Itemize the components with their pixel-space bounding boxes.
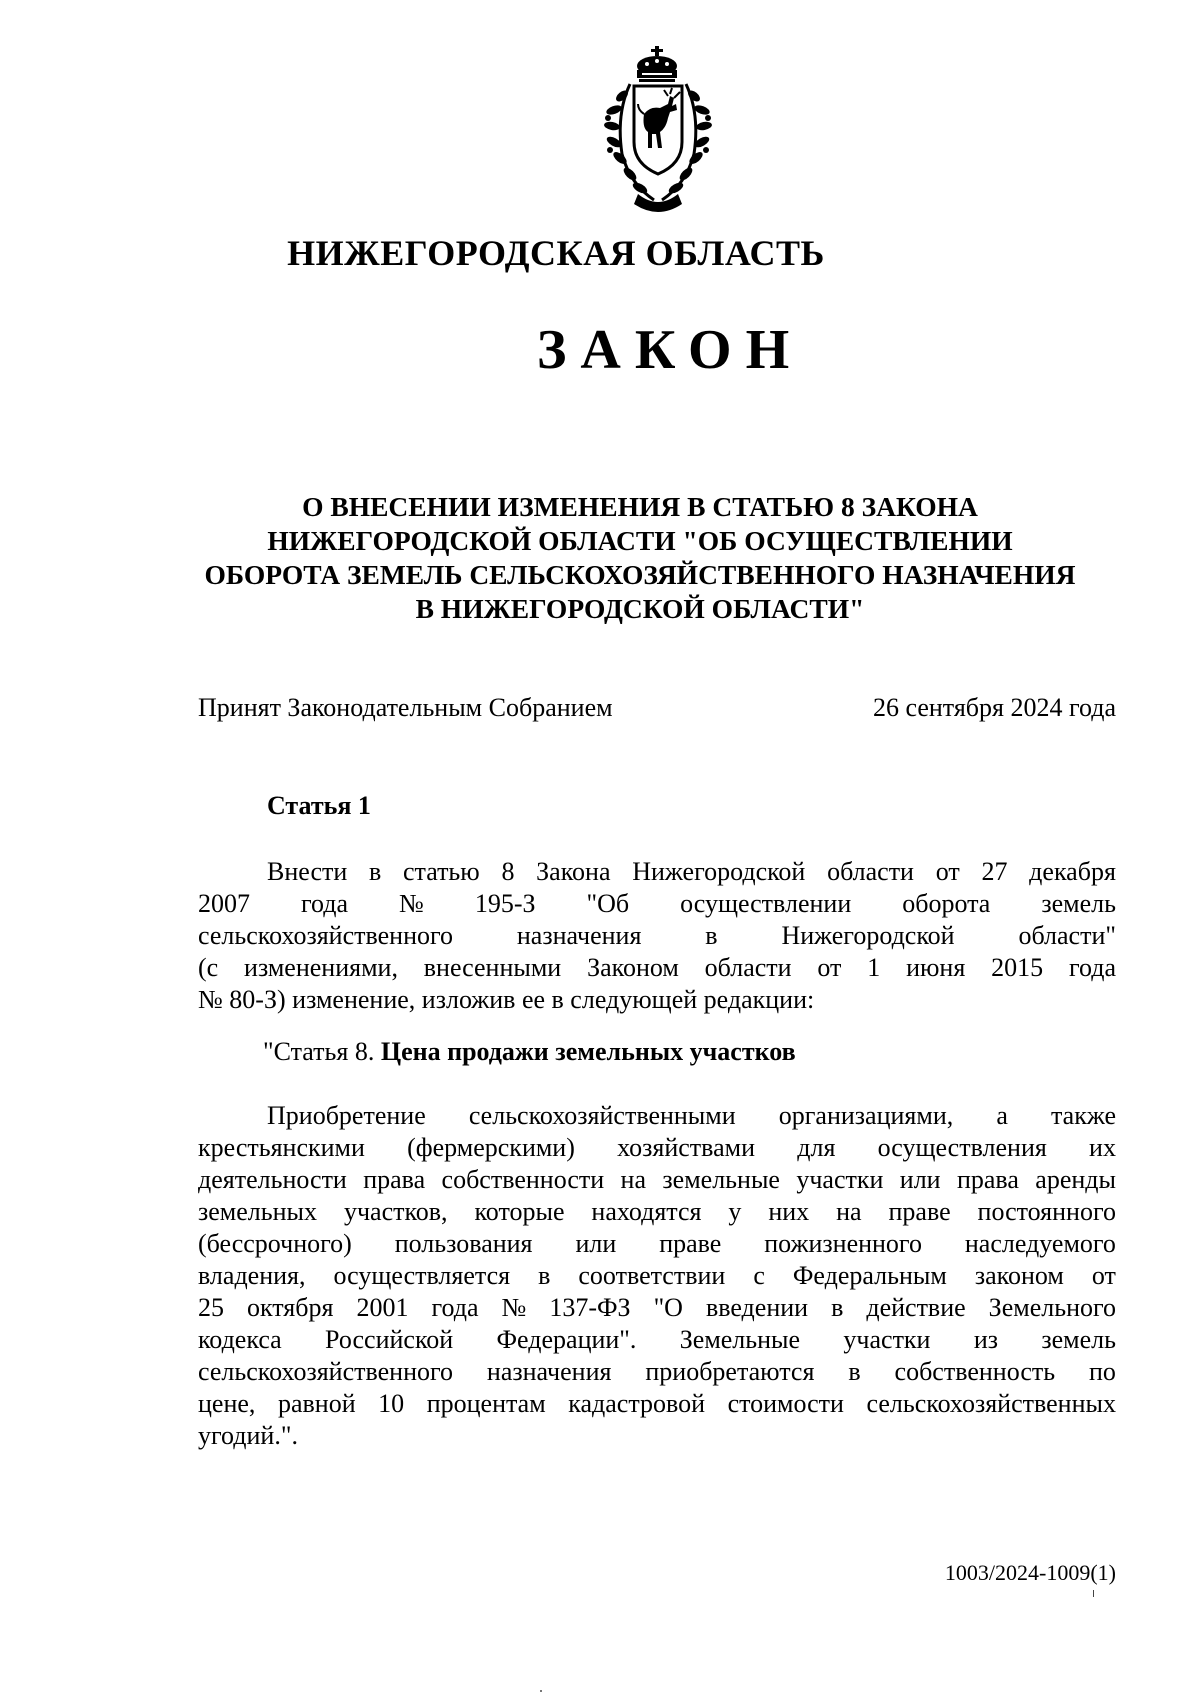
word: сельскохозяйственных	[866, 1389, 1116, 1418]
word: праве	[659, 1229, 722, 1258]
word: Законом	[587, 953, 679, 982]
word: 2015	[991, 953, 1044, 982]
word: а	[996, 1101, 1008, 1130]
word: Российской	[325, 1325, 454, 1354]
word: в	[368, 857, 382, 886]
text-line	[198, 920, 1116, 952]
word: у	[728, 1197, 742, 1226]
scan-speck	[540, 1690, 542, 1692]
word: земельных	[198, 1197, 318, 1226]
article-8-paragraph	[198, 1100, 1116, 1452]
law-title-line: ОБОРОТА ЗЕМЕЛЬ СЕЛЬСКОХОЗЯЙСТВЕННОГО НАЗНАЧЕНИЯ	[204, 559, 1076, 590]
word: с	[753, 1261, 765, 1290]
word: в	[705, 921, 718, 950]
word: 10	[378, 1389, 405, 1418]
word: равной	[277, 1389, 356, 1418]
text-line	[198, 1260, 1116, 1292]
adoption-date: 26 сентября 2024 года	[872, 693, 1116, 722]
word: назначения	[486, 1357, 612, 1386]
text-line	[198, 984, 1116, 1016]
document-type: ЗАКОН	[536, 319, 804, 381]
adoption-info	[198, 692, 1116, 724]
word: на	[836, 1197, 862, 1226]
word: права	[956, 1165, 1019, 1194]
word: по	[1089, 1357, 1116, 1386]
scan-mark	[1093, 1590, 1094, 1597]
word: в	[831, 1293, 844, 1322]
article-8-prefix: "Статья 8.	[263, 1037, 375, 1066]
word: Нижегородской	[632, 857, 806, 886]
word: участков,	[343, 1197, 448, 1226]
word: от	[817, 953, 842, 982]
word: оборота	[902, 889, 991, 918]
word: в	[538, 1261, 551, 1290]
text-line	[198, 1388, 1116, 1420]
word: аренды	[1035, 1165, 1116, 1194]
word: кодекса	[198, 1325, 282, 1354]
text-line	[198, 1292, 1116, 1324]
line-text: угодий.".	[198, 1421, 298, 1450]
adopted-by: Принят Законодательным Собранием	[198, 693, 613, 722]
document-number: 1003/2024-1009(1)	[944, 1560, 1116, 1585]
word: для	[797, 1133, 836, 1162]
word: праве	[888, 1197, 951, 1226]
word: Нижегородской	[781, 921, 955, 950]
word: постоянного	[977, 1197, 1116, 1226]
text-line	[198, 1196, 1116, 1228]
word: которые	[474, 1197, 565, 1226]
law-title	[160, 490, 1120, 626]
word: собственности	[441, 1165, 605, 1194]
word: сельскохозяйственными	[468, 1101, 736, 1130]
word: декабря	[1029, 857, 1116, 886]
word: приобретаются	[645, 1357, 815, 1386]
line-text: № 80-З) изменение, изложив ее в следующей редакции:	[198, 985, 815, 1014]
word: года	[431, 1293, 479, 1322]
word: права	[363, 1165, 426, 1194]
word: внесенными	[423, 953, 562, 982]
word: 8	[501, 857, 515, 886]
word: Федерации".	[496, 1325, 637, 1354]
word: 1	[867, 953, 881, 982]
word: от	[1091, 1261, 1116, 1290]
text-line	[198, 1132, 1116, 1164]
word: процентам	[426, 1389, 546, 1418]
word: земель	[1041, 1325, 1116, 1354]
word: земель	[1041, 889, 1116, 918]
article-8-heading	[263, 1036, 796, 1068]
text-line	[198, 952, 1116, 984]
word: области"	[1018, 921, 1116, 950]
article-1-heading: Статья 1	[267, 791, 371, 820]
word: осуществляется	[333, 1261, 511, 1290]
word: Закона	[536, 857, 611, 886]
word: цене,	[198, 1389, 256, 1418]
word: изменениями,	[244, 953, 398, 982]
word: владения,	[198, 1261, 306, 1290]
word: деятельности	[198, 1165, 347, 1194]
word: 2007	[198, 889, 250, 918]
word: сельскохозяйственного	[198, 921, 453, 950]
word: хозяйствами	[617, 1133, 756, 1162]
word: из	[973, 1325, 998, 1354]
word: находятся	[591, 1197, 702, 1226]
word: Внести	[267, 857, 348, 886]
word: крестьянскими	[198, 1133, 365, 1162]
word: пожизненного	[764, 1229, 922, 1258]
text-line	[198, 1164, 1116, 1196]
word: или	[899, 1165, 941, 1194]
word: назначения	[516, 921, 642, 950]
word: октября	[247, 1293, 334, 1322]
word: Земельного	[988, 1293, 1116, 1322]
word: сельскохозяйственного	[198, 1357, 453, 1386]
article-8-title: Цена продажи земельных участков	[380, 1037, 796, 1066]
word: области	[827, 857, 914, 886]
word: собственность	[894, 1357, 1056, 1386]
word: пользования	[394, 1229, 533, 1258]
word: осуществлении	[680, 889, 852, 918]
law-title-line: НИЖЕГОРОДСКОЙ ОБЛАСТИ "ОБ ОСУЩЕСТВЛЕНИИ	[267, 525, 1013, 556]
text-line	[198, 1324, 1116, 1356]
word: "Об	[586, 889, 630, 918]
word: организациями,	[778, 1101, 954, 1130]
word: статью	[402, 857, 480, 886]
word: участки	[796, 1165, 884, 1194]
word: (бессрочного)	[198, 1229, 352, 1258]
word: стоимости	[727, 1389, 844, 1418]
word: земельные	[662, 1165, 780, 1194]
word: Федеральным	[792, 1261, 947, 1290]
word: кадастровой	[568, 1389, 706, 1418]
word: Земельные	[679, 1325, 801, 1354]
word: законом	[974, 1261, 1064, 1290]
article-1-paragraph	[198, 856, 1116, 1016]
text-line	[198, 888, 1116, 920]
word: также	[1050, 1101, 1116, 1130]
word: №	[399, 889, 424, 918]
word: июня	[906, 953, 966, 982]
word: соответствии	[578, 1261, 726, 1290]
word: (с	[198, 953, 219, 982]
law-title-line: В НИЖЕГОРОДСКОЙ ОБЛАСТИ"	[415, 593, 865, 624]
text-line	[198, 1420, 1116, 1452]
word: действие	[866, 1293, 966, 1322]
word: от	[935, 857, 960, 886]
word: года	[1068, 953, 1116, 982]
text-line	[198, 1228, 1116, 1260]
word: их	[1089, 1133, 1116, 1162]
word: участки	[843, 1325, 931, 1354]
word: введении	[705, 1293, 809, 1322]
text-line	[198, 1356, 1116, 1388]
word: области	[704, 953, 792, 982]
word: 195-З	[474, 889, 536, 918]
word: года	[300, 889, 349, 918]
word: них	[768, 1197, 810, 1226]
word: Приобретение	[267, 1101, 426, 1130]
word: 27	[981, 857, 1008, 886]
text-line	[198, 1100, 1116, 1132]
region-name: НИЖЕГОРОДСКАЯ ОБЛАСТЬ	[287, 233, 825, 273]
word: наследуемого	[964, 1229, 1116, 1258]
word: 137-ФЗ	[549, 1293, 631, 1322]
word: 2001	[356, 1293, 409, 1322]
coat-of-arms-emblem	[594, 44, 724, 212]
word: на	[620, 1165, 647, 1194]
word: осуществления	[877, 1133, 1047, 1162]
text-line	[198, 856, 1116, 888]
word: №	[501, 1293, 527, 1322]
word: 25	[198, 1293, 224, 1322]
word: в	[848, 1357, 861, 1386]
law-title-line: О ВНЕСЕНИИ ИЗМЕНЕНИЯ В СТАТЬЮ 8 ЗАКОНА	[302, 491, 978, 522]
word: (фермерскими)	[407, 1133, 575, 1162]
word: или	[575, 1229, 617, 1258]
word: "О	[653, 1293, 683, 1322]
